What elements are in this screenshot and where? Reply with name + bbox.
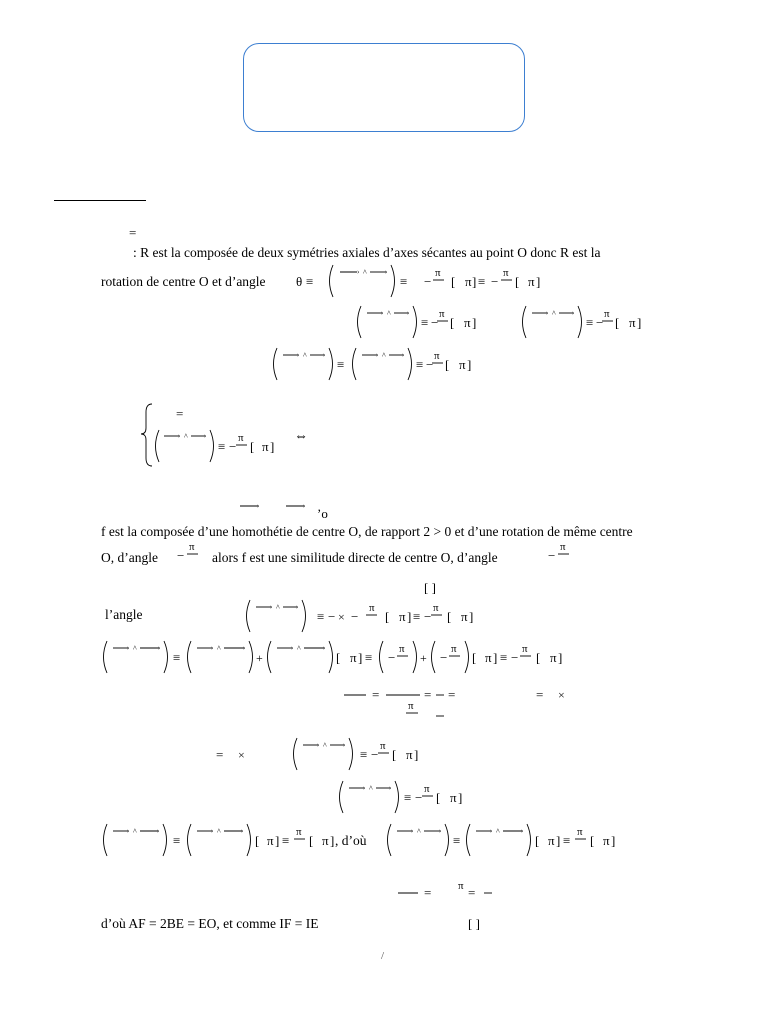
svg-text:›: ›: [270, 603, 273, 611]
bracket: [: [450, 315, 455, 330]
bracket: [: [451, 274, 456, 289]
minus-sign: −: [548, 548, 556, 563]
bracket: [: [590, 833, 595, 848]
svg-text:^: ^: [369, 784, 373, 793]
conclusion-sentence: d’où AF = 2BE = EO, et comme IF = IE: [101, 916, 319, 931]
svg-text:^: ^: [496, 827, 500, 836]
bracket: ]: [472, 274, 477, 289]
bracket: [: [447, 609, 452, 624]
minus-sign: −: [424, 609, 432, 624]
svg-text:›: ›: [157, 827, 160, 835]
minus-sign: −: [229, 439, 237, 454]
svg-text:›: ›: [376, 351, 379, 359]
bracket: ]: [275, 833, 280, 848]
svg-text:^: ^: [217, 827, 221, 836]
congruent-sign: ≡: [453, 833, 461, 848]
svg-text:›: ›: [291, 644, 294, 652]
apostrophe-o: ’o: [317, 506, 328, 521]
bracket: ]: [469, 609, 474, 624]
pi-symbol: π: [604, 308, 610, 320]
congruent-sign: ≡: [563, 833, 571, 848]
pi-symbol: π: [189, 541, 195, 553]
pi-symbol: π: [369, 602, 375, 614]
curly-brace: [141, 404, 152, 466]
congruent-sign: ≡: [404, 790, 412, 805]
equals-sign: =: [176, 406, 184, 421]
theta-angle-equation: [296, 262, 556, 302]
f-definition-paragraph: f est la composée d’une homothétie de centre O, de rapport 2 > 0 et d’une rotation de même centre: [101, 524, 633, 539]
minus-sign: −: [426, 357, 434, 372]
times-angle-equation: [214, 735, 474, 775]
pi-symbol: π: [461, 609, 468, 624]
intro-paragraph: : R est la composée de deux symétries axiales d’axes sécantes au point O donc R est la: [133, 245, 601, 260]
pi-symbol: π: [451, 643, 457, 655]
svg-text:›: ›: [385, 268, 388, 276]
minus-sign: −: [491, 274, 499, 289]
minus-sign: −: [424, 274, 432, 289]
minus-sign: −: [371, 747, 379, 762]
bracket: ]: [611, 833, 616, 848]
times-sign: ×: [558, 688, 565, 702]
bracket: [: [250, 439, 255, 454]
svg-text:›: ›: [363, 784, 366, 792]
plus-sign: +: [420, 651, 427, 665]
equation-system: [140, 402, 320, 468]
bracket: ]: [407, 609, 412, 624]
bracket: ]: [270, 439, 275, 454]
svg-text:›: ›: [158, 644, 161, 652]
pi-symbol: π: [465, 274, 472, 289]
pi-symbol: π: [528, 274, 535, 289]
svg-text:^: ^: [363, 268, 367, 277]
congruent-sign: ≡: [282, 833, 290, 848]
minus-sign: −: [431, 315, 439, 330]
pi-symbol: π: [296, 826, 302, 838]
svg-text:›: ›: [204, 432, 207, 440]
svg-text:›: ›: [407, 309, 410, 317]
pi-symbol: π: [322, 833, 329, 848]
pi-symbol: π: [267, 833, 274, 848]
pi-symbol: π: [560, 541, 566, 553]
lone-equals-sign: =: [129, 225, 137, 240]
dou-connector: , d’où: [335, 833, 367, 848]
minus-sign: −: [415, 790, 423, 805]
langle-equation: [243, 597, 493, 637]
svg-text:^: ^: [184, 432, 188, 441]
svg-text:›: ›: [297, 351, 300, 359]
pi-symbol: π: [629, 315, 636, 330]
pi-symbol: π: [262, 439, 269, 454]
congruent-sign: ≡: [500, 650, 508, 665]
congruent-sign: ≡: [478, 274, 486, 289]
svg-text:›: ›: [211, 827, 214, 835]
bracket: [: [515, 274, 520, 289]
bracket: [: [535, 833, 540, 848]
svg-text:›: ›: [381, 309, 384, 317]
minus-sign: −: [328, 609, 336, 624]
congruent-sign: ≡: [400, 274, 408, 289]
pi-symbol: π: [485, 650, 492, 665]
svg-text:›: ›: [389, 784, 392, 792]
bracket: [: [392, 747, 397, 762]
angle-equation-single: [336, 778, 486, 818]
page-number: /: [381, 950, 385, 962]
congruent-sign: ≡: [306, 274, 314, 289]
svg-text:›: ›: [402, 351, 405, 359]
bracket: ]: [467, 357, 472, 372]
pi-symbol: π: [350, 650, 357, 665]
svg-text:›: ›: [211, 644, 214, 652]
svg-text:›: ›: [521, 827, 524, 835]
congruent-sign: ≡: [365, 650, 373, 665]
bracket: [: [472, 650, 477, 665]
pi-symbol: π: [459, 357, 466, 372]
svg-text:›: ›: [241, 827, 244, 835]
minus-sign: −: [511, 650, 519, 665]
pi-symbol: π: [406, 747, 413, 762]
equals-sign: =: [448, 687, 456, 702]
angle-prefix: O, d’angle: [101, 550, 158, 565]
minus-sign: −: [596, 315, 604, 330]
bracket: [: [385, 609, 390, 624]
svg-text:›: ›: [243, 644, 246, 652]
pi-symbol: π: [450, 790, 457, 805]
congruent-sign: ≡: [218, 439, 226, 454]
similitude-sentence: alors f est une similitude directe de centre O, d’angle: [212, 550, 498, 565]
times-sign: ×: [338, 610, 345, 624]
congruent-sign: ≡: [586, 315, 594, 330]
svg-text:^: ^: [276, 603, 280, 612]
equals-sign: =: [468, 885, 476, 900]
bracket: [: [445, 357, 450, 372]
svg-text:^: ^: [303, 351, 307, 360]
angle-sum-equation: [100, 638, 570, 678]
svg-text:^: ^: [387, 309, 391, 318]
minus-sign: −: [388, 650, 396, 665]
pi-symbol: π: [522, 643, 528, 655]
svg-text:›: ›: [127, 644, 130, 652]
svg-text:›: ›: [490, 827, 493, 835]
pi-symbol: π: [408, 700, 414, 712]
minus-sign: −: [440, 650, 448, 665]
bracket: ]: [358, 650, 363, 665]
final-ratio-equation: [396, 878, 506, 908]
minus-sign: −: [177, 548, 185, 563]
equals-sign: =: [216, 747, 224, 762]
svg-text:›: ›: [357, 268, 360, 276]
svg-text:›: ›: [127, 827, 130, 835]
equivalent-arrow: ⇔: [294, 429, 308, 444]
svg-text:^: ^: [133, 644, 137, 653]
langle-label: l’angle: [105, 607, 143, 622]
svg-text:›: ›: [303, 502, 306, 510]
bracket: ]: [536, 274, 541, 289]
bracket: [: [436, 790, 441, 805]
pi-symbol: π: [464, 315, 471, 330]
title-box: [243, 43, 525, 132]
equals-sign: =: [536, 687, 544, 702]
congruent-sign: ≡: [337, 357, 345, 372]
bracket: ]: [558, 650, 563, 665]
pi-symbol: π: [399, 643, 405, 655]
pi-symbol: π: [424, 783, 430, 795]
svg-text:^: ^: [323, 741, 327, 750]
equals-sign: =: [424, 885, 432, 900]
pi-symbol: π: [433, 602, 439, 614]
svg-text:›: ›: [343, 741, 346, 749]
bracket: [: [255, 833, 260, 848]
bracket: [: [309, 833, 314, 848]
svg-text:^: ^: [297, 644, 301, 653]
empty-brackets: [ ]: [468, 916, 480, 931]
bracket: ]: [493, 650, 498, 665]
congruent-sign: ≡: [413, 609, 421, 624]
pi-symbol: π: [238, 432, 244, 444]
bracket: ]: [330, 833, 335, 848]
svg-text:^: ^: [133, 827, 137, 836]
pi-symbol: π: [399, 609, 406, 624]
pi-symbol: π: [503, 267, 509, 279]
plus-sign: +: [256, 651, 263, 665]
svg-text:›: ›: [178, 432, 181, 440]
congruent-sign: ≡: [317, 609, 325, 624]
congruent-sign: ≡: [416, 357, 424, 372]
minus-sign: −: [351, 609, 359, 624]
congruent-sign: ≡: [360, 747, 368, 762]
congruent-sign: ≡: [421, 315, 429, 330]
svg-text:^: ^: [382, 351, 386, 360]
bracket: [: [615, 315, 620, 330]
bracket: ]: [458, 790, 463, 805]
equals-sign: =: [424, 687, 432, 702]
pi-symbol: π: [603, 833, 610, 848]
minus-pi-fraction: [546, 540, 576, 570]
angle-deduction-row: [100, 821, 630, 861]
congruent-sign: ≡: [173, 650, 181, 665]
empty-brackets: [ ]: [424, 580, 436, 595]
pi-symbol: π: [439, 308, 445, 320]
right-paren: [391, 265, 395, 297]
pi-symbol: π: [548, 833, 555, 848]
svg-text:›: ›: [317, 741, 320, 749]
svg-text:^: ^: [417, 827, 421, 836]
angle-equation-left: [354, 303, 494, 343]
bracket: ]: [556, 833, 561, 848]
section-underline: [54, 200, 146, 201]
minus-pi-fraction: [175, 540, 205, 570]
pi-symbol: π: [550, 650, 557, 665]
svg-text:^: ^: [217, 644, 221, 653]
theta-symbol: θ: [296, 274, 303, 289]
bracket: ]: [637, 315, 642, 330]
svg-text:›: ›: [323, 351, 326, 359]
svg-text:›: ›: [411, 827, 414, 835]
svg-text:›: ›: [257, 502, 260, 510]
svg-text:›: ›: [572, 309, 575, 317]
svg-text:^: ^: [552, 309, 556, 318]
congruent-sign: ≡: [173, 833, 181, 848]
bracket: ]: [414, 747, 419, 762]
pi-symbol: π: [577, 826, 583, 838]
pi-symbol: π: [435, 267, 441, 279]
svg-text:›: ›: [323, 644, 326, 652]
svg-text:›: ›: [546, 309, 549, 317]
times-sign: ×: [238, 748, 245, 762]
equals-sign: =: [372, 687, 380, 702]
pi-symbol: π: [380, 740, 386, 752]
svg-text:›: ›: [296, 603, 299, 611]
rotation-sentence: rotation de centre O et d’angle: [101, 274, 266, 289]
angle-equation-right: [519, 303, 659, 343]
pi-symbol: π: [434, 350, 440, 362]
bracket: [: [336, 650, 341, 665]
pi-symbol: π: [458, 880, 464, 892]
bracket: ]: [472, 315, 477, 330]
left-paren: [330, 265, 334, 297]
bracket: [: [536, 650, 541, 665]
ratio-equation: [342, 686, 582, 722]
angle-chain-equation: [270, 345, 480, 385]
svg-text:›: ›: [439, 827, 442, 835]
